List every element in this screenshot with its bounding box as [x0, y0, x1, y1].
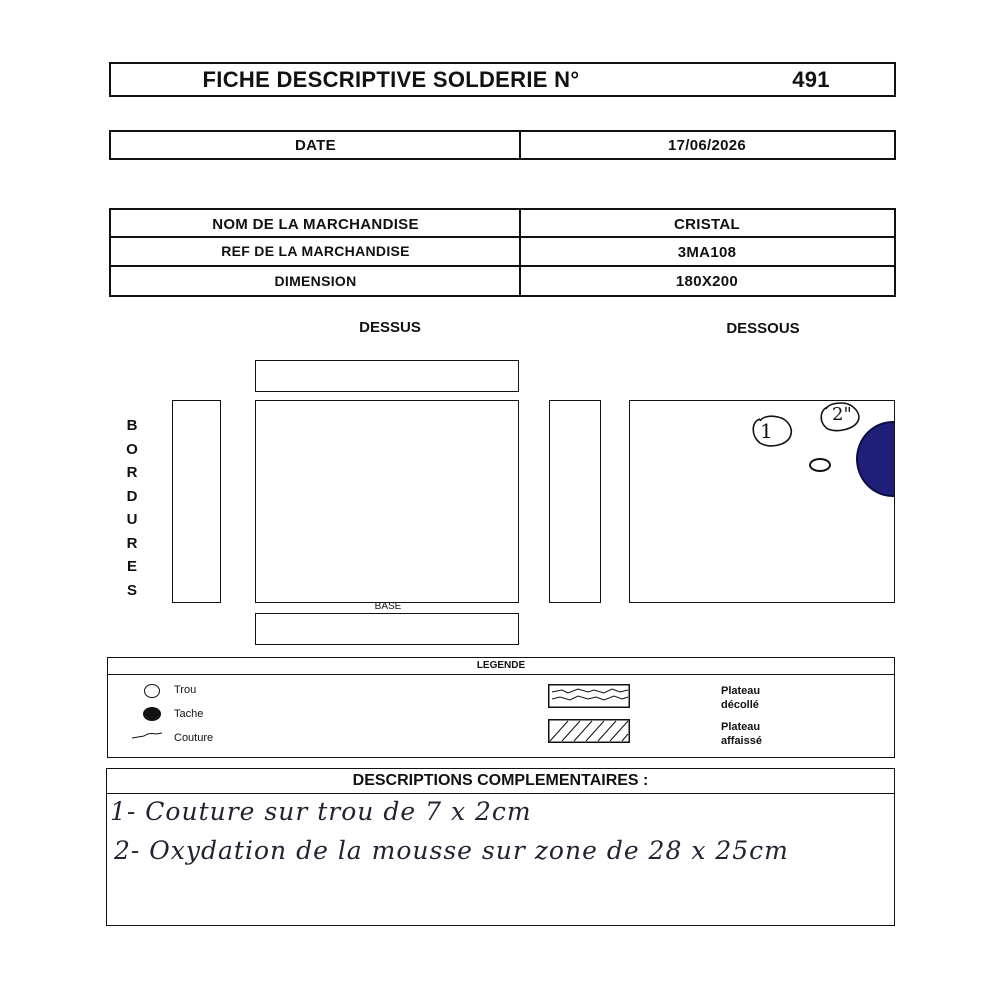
hole-icon: [144, 684, 160, 698]
top-border-rect: [255, 360, 519, 392]
stain-icon: [143, 707, 161, 721]
plateau-affaisse-line2: affaissé: [721, 735, 762, 747]
legend-title: LEGENDE: [108, 658, 894, 675]
document-title: FICHE DESCRIPTIVE SOLDERIE N°: [202, 66, 580, 92]
legend-plateau-decolle: [721, 684, 760, 712]
description-line-2: 2- Oxydation de la mousse sur zone de 28 x 25cm: [114, 836, 789, 865]
plateau-affaisse-line1: Plateau: [721, 721, 761, 733]
descriptions-title: DESCRIPTIONS COMPLEMENTAIRES :: [107, 769, 894, 794]
plateau-decolle-line1: Plateau: [721, 685, 761, 697]
dessus-rect: [255, 400, 519, 603]
document-number: 491: [792, 66, 830, 92]
description-line-1: 1- Couture sur trou de 7 x 2cm: [110, 797, 532, 826]
date-box: [109, 130, 896, 160]
ref-value: 3MA108: [677, 243, 737, 261]
left-border-rect: [172, 400, 221, 603]
date-value: 17/06/2026: [667, 136, 747, 154]
legend-tache: Tache: [174, 708, 204, 720]
legend-plateau-affaisse: [721, 720, 762, 748]
bordures-text: BORDURES: [126, 417, 138, 599]
plateau-decolle-line2: décollé: [721, 699, 759, 711]
dim-value: 180X200: [675, 272, 739, 290]
legend-box: [107, 657, 895, 758]
mark-1-text: 1: [760, 419, 773, 443]
dim-label: DIMENSION: [274, 273, 357, 289]
mark-2-text: 2": [832, 404, 852, 425]
middle-border-rect: [549, 400, 601, 603]
base-rect: [255, 613, 519, 645]
bordures-label: [122, 414, 142, 602]
name-label: NOM DE LA MARCHANDISE: [212, 215, 419, 233]
plateau-decolle-icon: [548, 684, 630, 708]
base-label: BASE: [374, 601, 402, 612]
title-box: [109, 62, 896, 97]
plateau-affaisse-icon: [548, 719, 630, 743]
merchandise-table: [109, 208, 896, 297]
legend-couture: Couture: [174, 732, 214, 744]
dessous-label: DESSOUS: [726, 320, 800, 337]
name-value: CRISTAL: [674, 215, 740, 233]
ref-label: REF DE LA MARCHANDISE: [221, 243, 410, 259]
legend-trou: Trou: [174, 684, 197, 696]
seam-icon: [130, 730, 164, 740]
dessus-label: DESSUS: [359, 319, 421, 336]
date-label: DATE: [295, 136, 336, 154]
hole-mark: [809, 458, 831, 472]
